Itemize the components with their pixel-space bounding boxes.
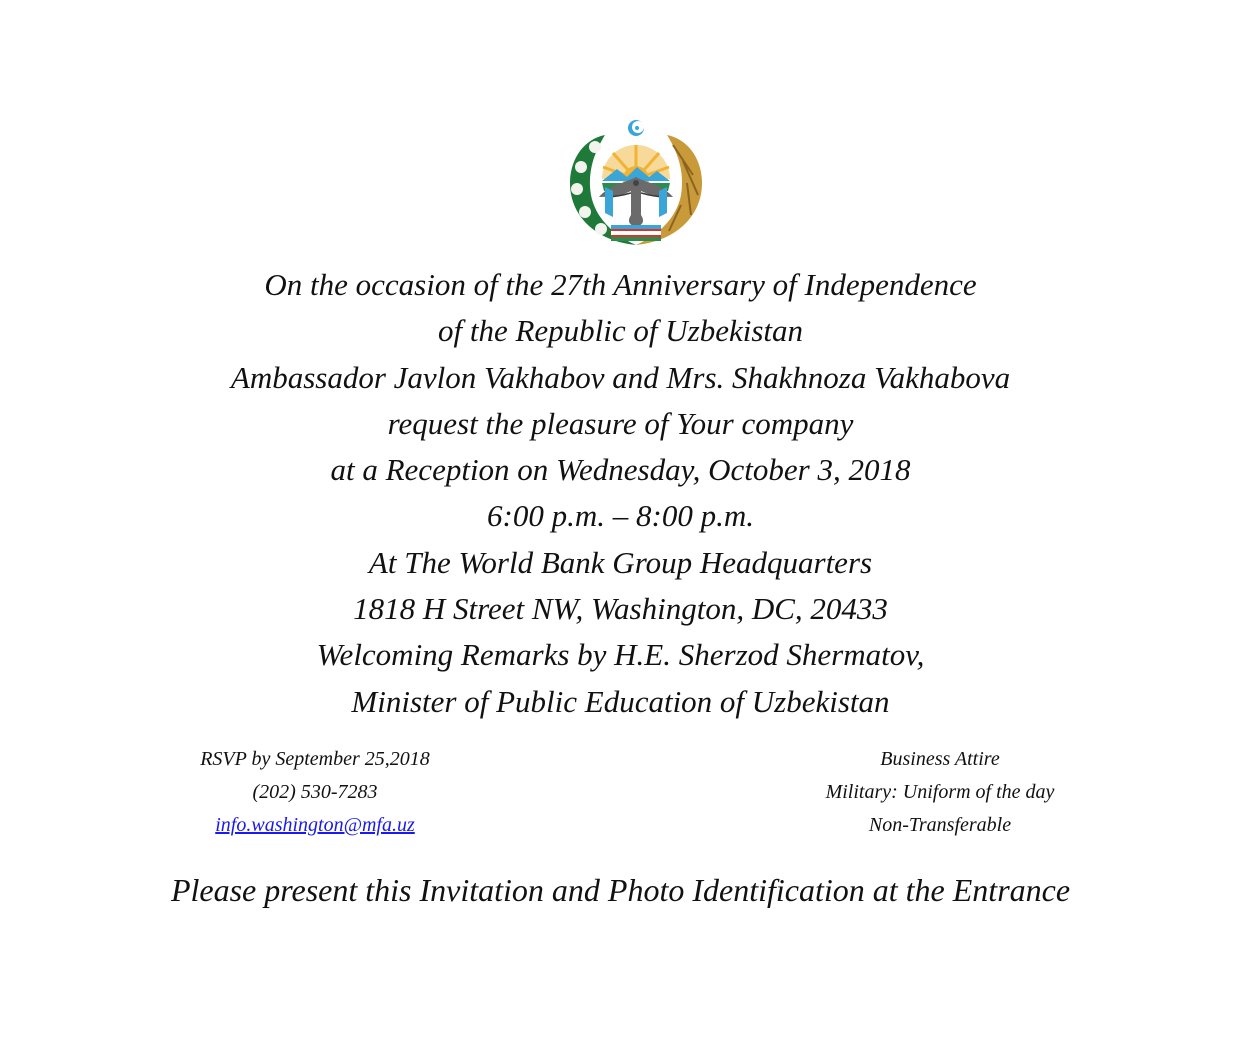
request-line: request the pleasure of Your company (387, 405, 854, 441)
dress-code-block (780, 743, 1100, 842)
time-line: 6:00 p.m. – 8:00 p.m. (487, 498, 754, 534)
rsvp-deadline: RSVP by September 25,2018 (200, 748, 430, 770)
date-line: at a Reception on Wednesday, October 3, 2018 (330, 452, 911, 488)
country-line: of the Republic of Uzbekistan (437, 313, 804, 349)
invitation-text (120, 262, 1121, 725)
address-line: 1818 H Street NW, Washington, DC, 20433 (353, 591, 888, 627)
uzbekistan-state-emblem-icon (565, 117, 707, 251)
remarks-line: Welcoming Remarks by H.E. Sherzod Shermatov, (316, 637, 925, 673)
rsvp-email-link[interactable]: info.washington@mfa.uz (215, 814, 415, 836)
rsvp-block (150, 743, 480, 842)
military-attire-text: Military: Uniform of the day (825, 781, 1055, 803)
entrance-note: Please present this Invitation and Photo Identification at the Entrance (170, 872, 1071, 908)
hosts-line: Ambassador Javlon Vakhabov and Mrs. Shakhnoza Vakhabova (230, 359, 1011, 395)
minister-line: Minister of Public Education of Uzbekistan (351, 683, 890, 719)
rsvp-phone: (202) 530-7283 (252, 781, 378, 803)
venue-line: At The World Bank Group Headquarters (368, 544, 873, 580)
attire-text: Business Attire (880, 748, 1000, 770)
non-transferable-text: Non-Transferable (868, 814, 1012, 836)
occasion-line: On the occasion of the 27th Anniversary of Independence (264, 267, 977, 302)
